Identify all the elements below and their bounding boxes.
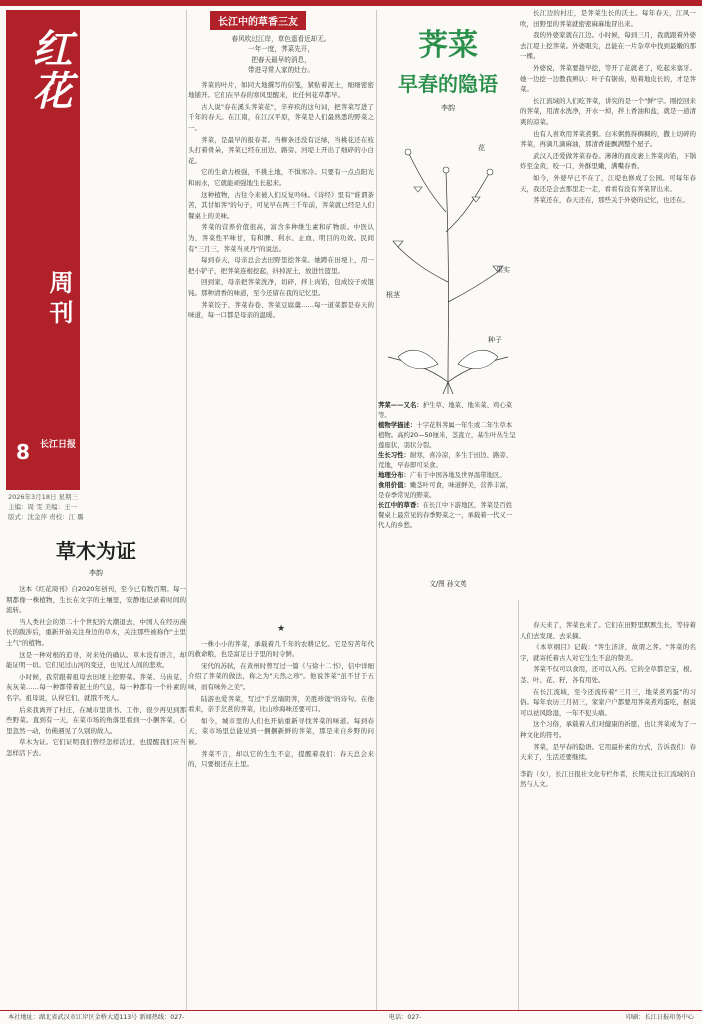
herb-illustration (378, 132, 518, 394)
column-divider (518, 600, 519, 1010)
footer-address: 本社地址：湖北省武汉市江岸区金桥大道113号 新闻热线：027- (8, 1014, 185, 1021)
footer-phone: 电话：027- (388, 1014, 422, 1021)
page-number: 8 (16, 440, 30, 464)
newspaper-logo: 长江日报 (40, 440, 77, 450)
author-bio: 李韵（女），长江日报社文化专栏作者，长期关注长江流域的自然与人文。 (520, 769, 696, 789)
paragraph: 我的外婆家就在江边。小时候，每到三月，我就跟着外婆去江堤上挖荠菜。外婆眼尖，总能在一片杂草中找到最嫩的那一棵。 (520, 31, 696, 61)
paragraph: 春天来了，荠菜也来了。它们在田野里默默生长，等待着人们去发现、去采摘。 (520, 621, 696, 640)
bottom-right-body (520, 620, 696, 790)
column-divider (376, 10, 377, 1010)
paragraph: 陆游也爱荠菜，写过"手烹墙阴荠，美胜珍馐"的诗句。在他看来，亲手烹煮的荠菜，比山珍海味还要可口。 (188, 694, 374, 714)
caption-text: 嫩茎叶可食，味道鲜美，营养丰富，是春季常见的野菜。 (378, 481, 513, 499)
paragraph: 长江流域的人们吃荠菜，讲究的是一个"鲜"字。刚挖回来的荠菜，用清水洗净，开水一焯，拌上香油和盐，就是一道清爽的凉菜。 (520, 96, 696, 126)
caption-label: 生长习性： (378, 451, 410, 459)
caption-text: 护生草、地菜、地米菜、鸡心菜等。 (378, 401, 513, 419)
poem-line: 一年一度，荠菜先开， (248, 45, 314, 54)
paragraph: 这个习俗，承载着人们对健康的祈愿，也让荠菜成为了一种文化的符号。 (520, 720, 696, 739)
caption-line (378, 480, 518, 500)
paragraph: 荠菜不仅可以食用，还可以入药。它的全草都是宝，根、茎、叶、花、籽，各有用处。 (520, 665, 696, 684)
paragraph: 荠菜，是最早的报春者。当柳条还没有泛绿，当桃花还在枝头打着骨朵，荠菜已经在田边、路旁、河堤上开出了细碎的小白花。 (188, 135, 374, 165)
issue-info-text (8, 492, 188, 522)
left-article-title: 草木为证 (56, 539, 136, 563)
paragraph: 古人说"春在溪头荠菜花"，辛弃疾的这句词，把荠菜写进了千年的春天。在江南，在江汉平原，荠菜是人们最熟悉的野菜之一。 (188, 102, 374, 132)
paragraph: 一株小小的荠菜，承载着几千年的农耕记忆。它是穷苦年代的救命粮，也是富足日子里的时令鲜。 (188, 639, 374, 659)
paragraph: 荠菜不言，却以它的生生不息，提醒着我们：春天总会来的，只要根还在土里。 (188, 749, 374, 769)
label-fruit: 果实 (496, 266, 510, 274)
caption-line (378, 500, 518, 530)
caption-text: 广布于中国各地及世界温带地区。 (409, 471, 506, 479)
poem-line: 春风吹过江岸，草色遥看近却无。 (231, 35, 331, 43)
paragraph: 在长江流域，至今还流传着"三月三，地菜煮鸡蛋"的习俗。每年农历三月初三，家家户户都要用荠菜煮鸡蛋吃，据说可以祛风除湿，一年不犯头痛。 (520, 687, 696, 717)
photo-credit: 文/图 孙文英 (429, 580, 467, 588)
caption-line (378, 470, 518, 480)
paragraph: 也有人喜欢用荠菜煮粥。白米粥熬得稠稠的，撒上切碎的荠菜，再滴几滴麻油，那清香能飘满整个屋子。 (520, 129, 696, 149)
bottom-divider: ★ (276, 624, 286, 634)
caption-text: 耐寒，喜冷凉，多生于田边、路旁、荒地，早春即可采食。 (378, 451, 513, 469)
paragraph: 荠菜还在，春天还在，那些关于外婆的记忆，也还在。 (533, 196, 689, 205)
feature-author: 李韵 (441, 104, 455, 112)
paragraph: 草木为证。它们证明我们曾经怎样活过，也提醒我们应当怎样活下去。 (6, 738, 186, 757)
paragraph: 如今，外婆早已不在了，江堤也修成了公园。可每年春天，我还是会去那里走一走，看看有没有荠菜冒出来。 (520, 173, 696, 193)
caption-line (378, 420, 518, 450)
paragraph: 回到家，母亲把荠菜洗净，切碎，拌上肉馅，包成饺子或馄饨。那种清香的味道，至今还留在我的记忆里。 (188, 278, 374, 297)
caption-label: 食用价值： (378, 481, 410, 489)
paragraph: 荠菜，是早春的隐语。它用最朴素的方式，告诉我们：春天来了，生活还要继续。 (520, 742, 696, 762)
caption-line (378, 400, 518, 420)
paragraph: 荠菜的叶片，如同大地撰写的信笺，紧贴着泥土，细细密密地铺开。它们在早春的寒风里醒来，比任何花草都早。 (188, 80, 374, 100)
feature-subtitle: 早春的隐语 (398, 72, 498, 96)
caption-text: 十字花科荠属一年生或二年生草本植物。高约20—50厘米，茎直立，基生叶丛生呈莲座状，羽状分裂。 (378, 421, 516, 449)
masthead-section: 周刊 (45, 270, 73, 330)
feature-title-box (378, 8, 518, 128)
paragraph: 荠菜饺子、荠菜春卷、荠菜豆腐羹……每一道菜都是春天的味道，每一口都是母亲的温暖。 (188, 300, 374, 320)
caption-label: 荠菜——又名： (378, 401, 423, 409)
left-article-author: 李韵 (89, 569, 103, 577)
caption-label: 植物学描述： (378, 421, 417, 429)
paragraph: 长江边的村庄，是荠菜生长的沃土。每年春天，江风一吹，田野里的荠菜就密密麻麻地冒出来。 (520, 9, 696, 28)
paragraph: 每到春天，母亲总会去田野里挖荠菜。她蹲在田埂上，用一把小铲子，把荠菜连根挖起，抖掉泥土，放进竹篮里。 (188, 256, 374, 275)
label-flower: 花 (478, 144, 485, 152)
masthead (6, 10, 80, 490)
caption-line (378, 450, 518, 470)
issue-editor: 主编：周 雯 美编：王一 (8, 503, 78, 511)
feature-title: 荠菜 (418, 28, 478, 63)
caption-label: 地理分布： (378, 471, 410, 479)
paragraph: 当人类社会的第二十个世纪的大潮退去，中国人在经历漫长的跋涉后，重新开始关注身边的草木，关注那些被称作"土里土气"的植物。 (6, 617, 186, 647)
paragraph: 武汉人还爱做荠菜春卷。薄薄的面皮裹上荠菜肉馅，下锅炸至金黄，咬一口，外酥里嫩，满嘴春香。 (520, 151, 696, 171)
paragraph: 如今，城市里的人们也开始重新寻找荠菜的味道。每到春天，菜市场里总能见到一捆捆新鲜的荠菜，那是来自乡野的问候。 (188, 716, 374, 746)
poem (188, 34, 374, 76)
left-article-body (6, 584, 186, 759)
paragraph: 宋代的苏轼，在黄州时曾写过一篇《与徐十二书》，信中详细介绍了荠菜的做法，称之为"天然之珍"。他说荠菜"虽不甘于五味，而有味外之美"。 (188, 661, 374, 691)
top-bar (0, 0, 702, 6)
middle-body (188, 80, 374, 321)
paragraph: 这本《红花周刊》自2020年创刊，至今已有数百期。每一期都像一株植物，生长在文字的土壤里，安静地记录着时间的流转。 (6, 585, 186, 615)
bottom-middle-body (188, 620, 374, 771)
caption-label: 长江中的草香： (378, 501, 423, 509)
paragraph: 它的生命力极强，不挑土地，不惧寒冷。只要有一点点阳光和雨水，它就能顽强地生长起来。 (188, 168, 374, 187)
paragraph: 外婆说，荠菜要趁早挖，等开了花就老了，吃起来塞牙。她一边挖一边教我辨认：叶子有锯齿，贴着地皮长的，才是荠菜。 (520, 63, 696, 94)
label-seed: 种子 (488, 336, 502, 344)
column-divider (186, 10, 187, 1010)
caption-text: 在长江中下游地区，荠菜是百姓餐桌上最常见的春季野菜之一，承载着一代又一代人的乡愁。 (378, 501, 513, 529)
poem-line: 把春天最早的消息， (251, 55, 311, 64)
paragraph: 《本草纲目》记载："荠生济济，故谓之荠。"荠菜的名字，就寄托着古人对它生生不息的赞美。 (520, 643, 696, 662)
issue-date: 2026年3月18日 星期三 (8, 493, 79, 501)
paragraph: 荠菜的营养价值很高，富含多种维生素和矿物质。中医认为，荠菜性平味甘，有和脾、利水、止血、明目的功效。民间有"三月三，荠菜当灵丹"的说法。 (188, 223, 374, 253)
footer-printer: 印刷：长江日报印务中心 (625, 1014, 694, 1021)
paragraph: 这是一种对根的追寻，对来处的确认。草木没有语言，却能证明一切。它们见过山河的变迁，也见过人间的悲欢。 (6, 650, 186, 670)
poem-line: 带进寻常人家的灶台。 (248, 66, 314, 75)
herb-caption (378, 400, 518, 530)
feature-body (520, 8, 696, 207)
paragraph: 后来我离开了村庄，在城市里读书、工作，很少再见到那些野菜。直到有一天，在菜市场的角落里看到一小捆荠菜，心里忽然一动，仿佛遇见了久别的故人。 (6, 705, 186, 735)
left-article (6, 535, 186, 760)
paragraph: 这种植物，古往今来被人们反复吟咏。《诗经》里有"谁谓荼苦，其甘如荠"的句子，可见早在两三千年前，荠菜就已经是人们餐桌上的美味。 (188, 190, 374, 220)
middle-column (188, 10, 374, 322)
section-tag: 长江中的草香三友 (210, 11, 306, 30)
issue-proof: 版式：沈金萍 责校：江 璐 (8, 513, 84, 521)
paragraph: 小时候，我常跟着祖母去田埂上挖野菜。荠菜、马齿苋、灰灰菜……每一种都带着泥土的气息，每一种都有一个朴素的名字。祖母说，认得它们，就饿不死人。 (6, 672, 186, 702)
label-root: 根茎 (386, 291, 400, 299)
masthead-title: 红花 (26, 28, 73, 112)
feature-article (378, 8, 696, 588)
footer (0, 1010, 702, 1024)
